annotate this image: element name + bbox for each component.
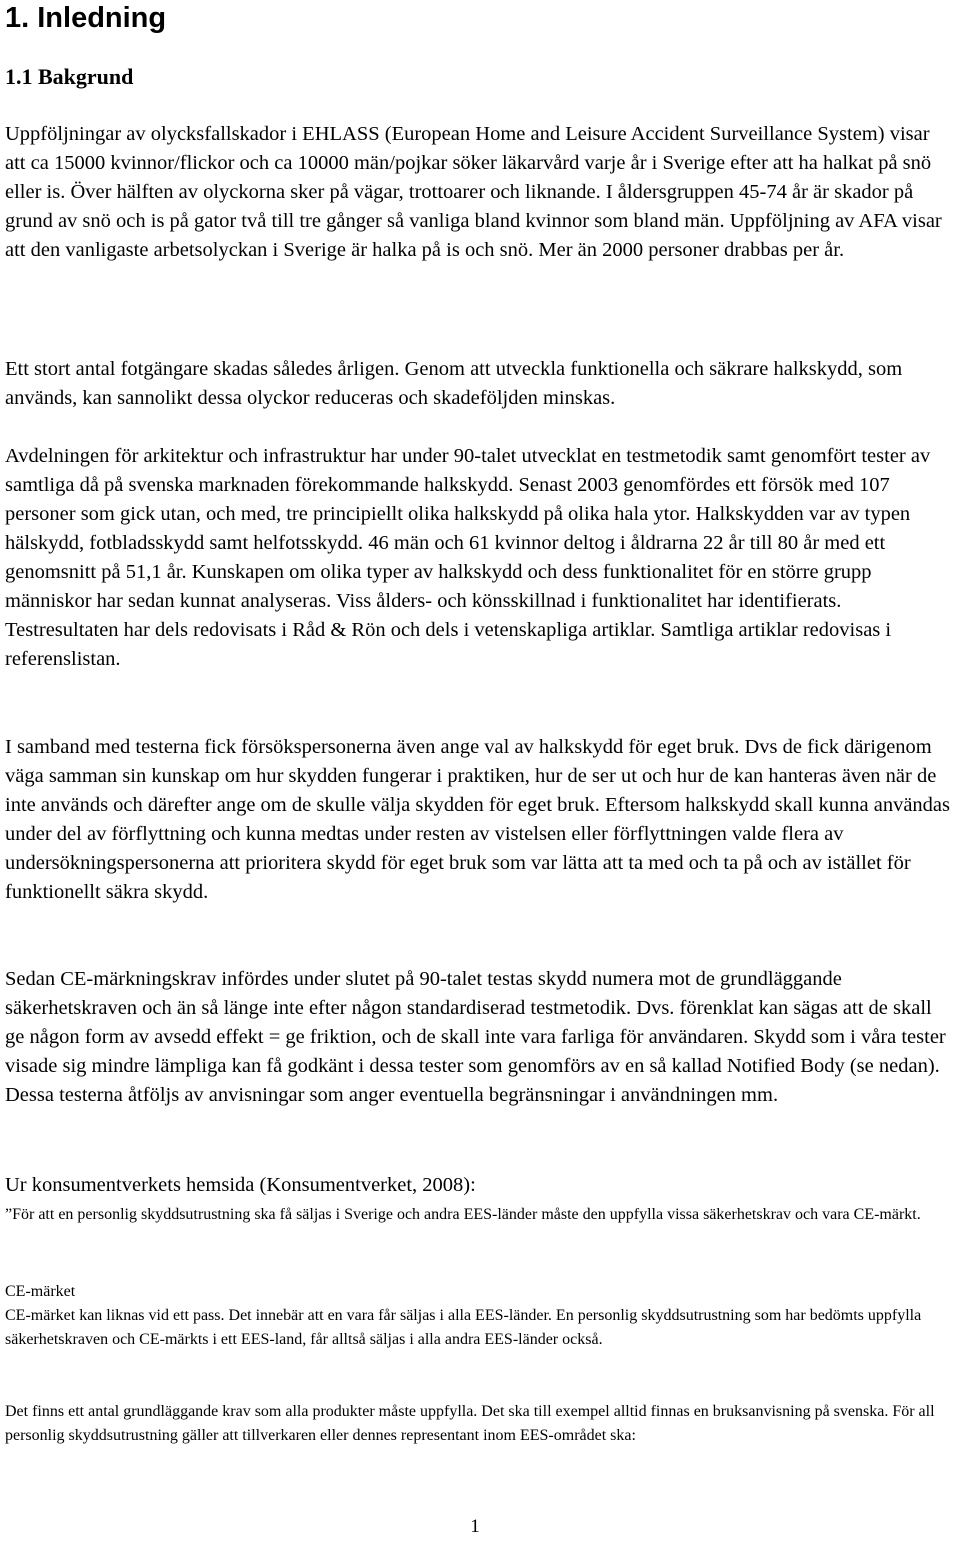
paragraph-background: Uppföljningar av olycksfallskador i EHLASS (European Home and Leisure Accident Surveillance System) visar att ca 15000 kvinnor/flickor och ca 10000 män/pojkar söker läkarvård varje år i Sverige efter att ha halkat på snö eller is. Över hälften av olyckorna sker på vägar, trottoarer och liknande. I åldersgruppen 45-74 år är skador på grund av snö och is på gator två till tre gånger så vanliga bland kvinnor som bland män. Uppföljning av AFA visar att den vanligaste arbetsolyckan i Sverige är halka på is och snö. Mer än 2000 personer drabbas per år. [5,123,942,261]
paragraph-requirements: Det finns ett antal grundläggande krav som alla produkter måste uppfylla. Det ska till exempel alltid finnas en bruksanvisning på svenska. För all personlig skyddsutrustning gäller att tillverkaren eller dennes representant inom EES-området ska: [5,1403,935,1444]
paragraph-source: Ur konsumentverkets hemsida (Konsumentverket, 2008): [5,1174,476,1196]
paragraph-pedestrians: Ett stort antal fotgängare skadas således årligen. Genom att utveckla funktionella och säkrare halkskydd, som används, kan sannolikt dessa olyckor reduceras och skadeföljden minskas. [5,358,903,409]
section-heading: 1.1 Bakgrund [5,64,134,89]
ce-mark-block [5,1280,950,1352]
page-number: 1 [470,1516,480,1537]
ce-mark-text: CE-märket kan liknas vid ett pass. Det innebär att en vara får säljas i alla EES-länder. En personlig skyddsutrustning som har bedömts uppfylla säkerhetskraven och CE-märkts i ett EES-land, får alltså säljas i alla andra EES-länder också. [5,1307,922,1348]
paragraph-test-method: Avdelningen för arkitektur och infrastruktur har under 90-talet utvecklat en testmetodik samt genomfört tester av samtliga då på svenska marknaden förekommande halkskydd. Senast 2003 genomfördes ett försök med 107 personer som gick utan, och med, tre principiellt olika halkskydd på olika hala ytor. Halkskydden var av typen hälskydd, fotbladsskydd samt helfotsskydd. 46 män och 61 kvinnor deltog i åldrarna 22 år till 80 år med ett genomsnitt på 51,1 år. Kunskapen om olika typer av halkskydd och dess funktionalitet för en större grupp människor har sedan kunnat analyseras. Viss ålders- och könsskillnad i funktionalitet har identifierats. Testresultaten har dels redovisats i Råd & Rön och dels i vetenskapliga artiklar. Samtliga artiklar redovisas i referenslistan. [5,445,931,670]
quote-paragraph: ”För att en personlig skyddsutrustning ska få säljas i Sverige och andra EES-länder måste den uppfylla vissa säkerhetskrav och vara CE-märkt. [5,1206,921,1223]
ce-mark-title: CE-märket [5,1283,76,1300]
paragraph-ce-marking: Sedan CE-märkningskrav infördes under slutet på 90-talet testas skydd numera mot de grundläggande säkerhetskraven och än så länge inte efter någon standardiserad testmetodik. Dvs. förenklat kan sägas att de skall ge någon form av avsedd effekt = ge friktion, och de skall inte vara farliga för användaren. Skydd som i våra tester visade sig mindre lämpliga kan få godkänt i dessa tester som genomförs av en så kallad Notified Body (se nedan). Dessa testerna åtföljs av anvisningar som anger eventuella begränsningar i användningen mm. [5,968,946,1106]
paragraph-own-use: I samband med testerna fick försökspersonerna även ange val av halkskydd för eget bruk. Dvs de fick därigenom väga samman sin kunskap om hur skydden fungerar i praktiken, hur de ser ut och hur de kan hanteras även när de inte används och därefter ange om de skulle välja skydden för eget bruk. Eftersom halkskydd skall kunna användas under del av förflyttning och kunna medtas under resten av vistelsen eller förflyttningen valde flera av undersökningspersonerna att prioritera skydd för eget bruk som var lätta att ta med och ta på och av istället för funktionellt säkra skydd. [5,736,950,903]
chapter-heading: 1. Inledning [5,2,167,34]
